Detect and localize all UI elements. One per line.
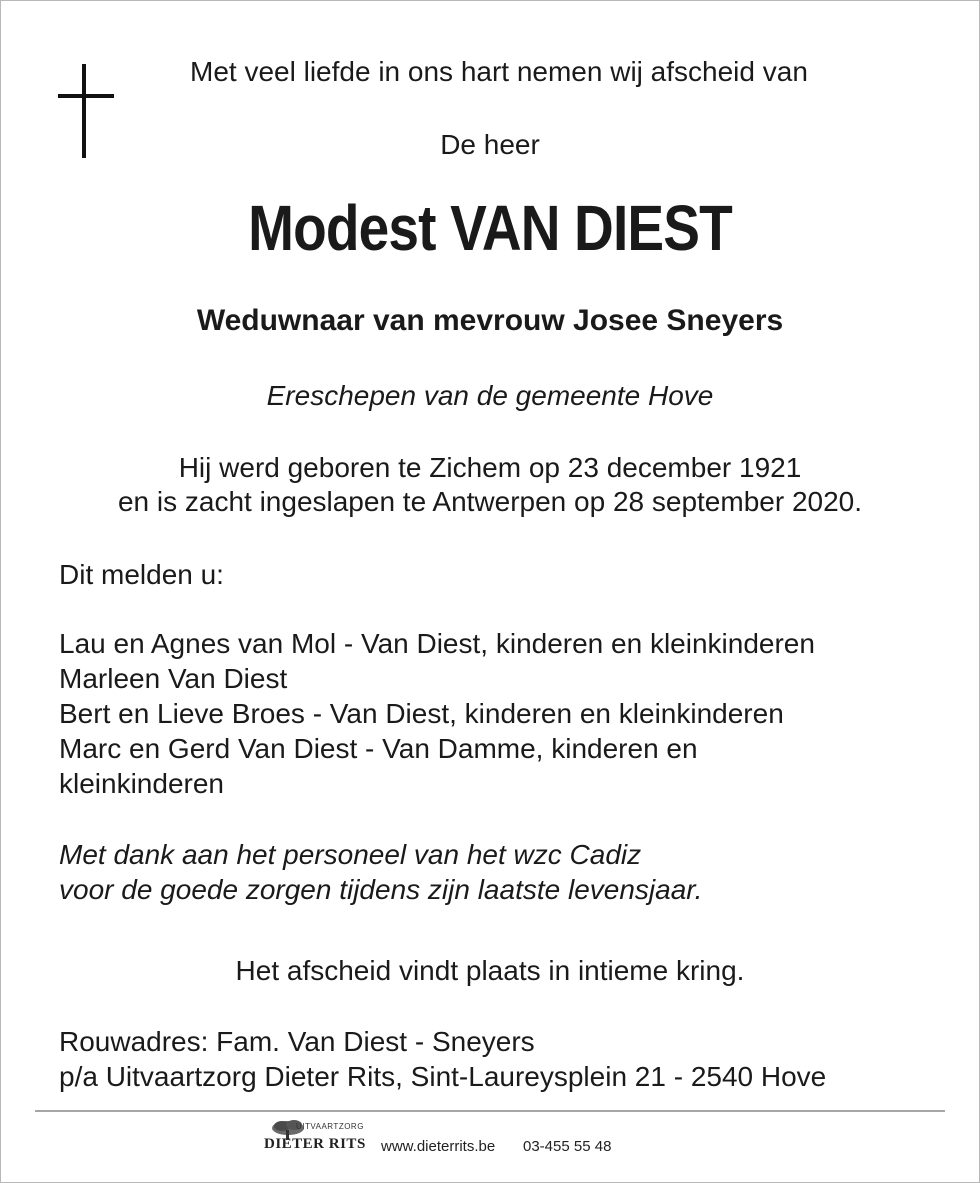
address-line: Rouwadres: Fam. Van Diest - Sneyers [59, 1026, 535, 1057]
widower-of: Weduwnaar van mevrouw Josee Sneyers [196, 304, 784, 337]
family-line: kleinkinderen [59, 768, 224, 799]
phone-number: 03-455 55 48 [523, 1138, 612, 1155]
logo-subtitle: UITVAARTZORG [296, 1122, 364, 1131]
funeral-home-logo [262, 1118, 370, 1162]
family-line: Bert en Lieve Broes - Van Diest, kinderen en kleinkinderen [59, 698, 784, 729]
family-line: Marleen Van Diest [59, 663, 288, 694]
logo-title: DIETER RITS [264, 1136, 366, 1152]
honor-title: Ereschepen van de gemeente Hove [266, 380, 714, 411]
announce-text: Dit melden u: [59, 559, 224, 590]
birth-line: Hij werd geboren te Zichem op 23 december 1921 [178, 452, 802, 483]
website-link[interactable]: www.dieterrits.be [381, 1138, 496, 1155]
death-line: en is zacht ingeslapen te Antwerpen op 28 september 2020. [117, 486, 863, 517]
thanks-line: voor de goede zorgen tijdens zijn laatste levensjaar. [59, 874, 703, 905]
intro-text: Met veel liefde in ons hart nemen wij afscheid van [190, 56, 808, 87]
address-line: p/a Uitvaartzorg Dieter Rits, Sint-Laureysplein 21 - 2540 Hove [59, 1061, 827, 1092]
footer-divider [35, 1110, 945, 1112]
farewell-text: Het afscheid vindt plaats in intieme kring. [235, 955, 745, 986]
cross-horizontal-bar [58, 94, 114, 98]
salutation: De heer [440, 129, 540, 160]
family-line: Marc en Gerd Van Diest - Van Damme, kinderen en [59, 733, 698, 764]
deceased-name: Modest VAN DIEST [248, 192, 732, 264]
thanks-line: Met dank aan het personeel van het wzc Cadiz [59, 839, 642, 870]
family-line: Lau en Agnes van Mol - Van Diest, kinderen en kleinkinderen [59, 628, 815, 659]
